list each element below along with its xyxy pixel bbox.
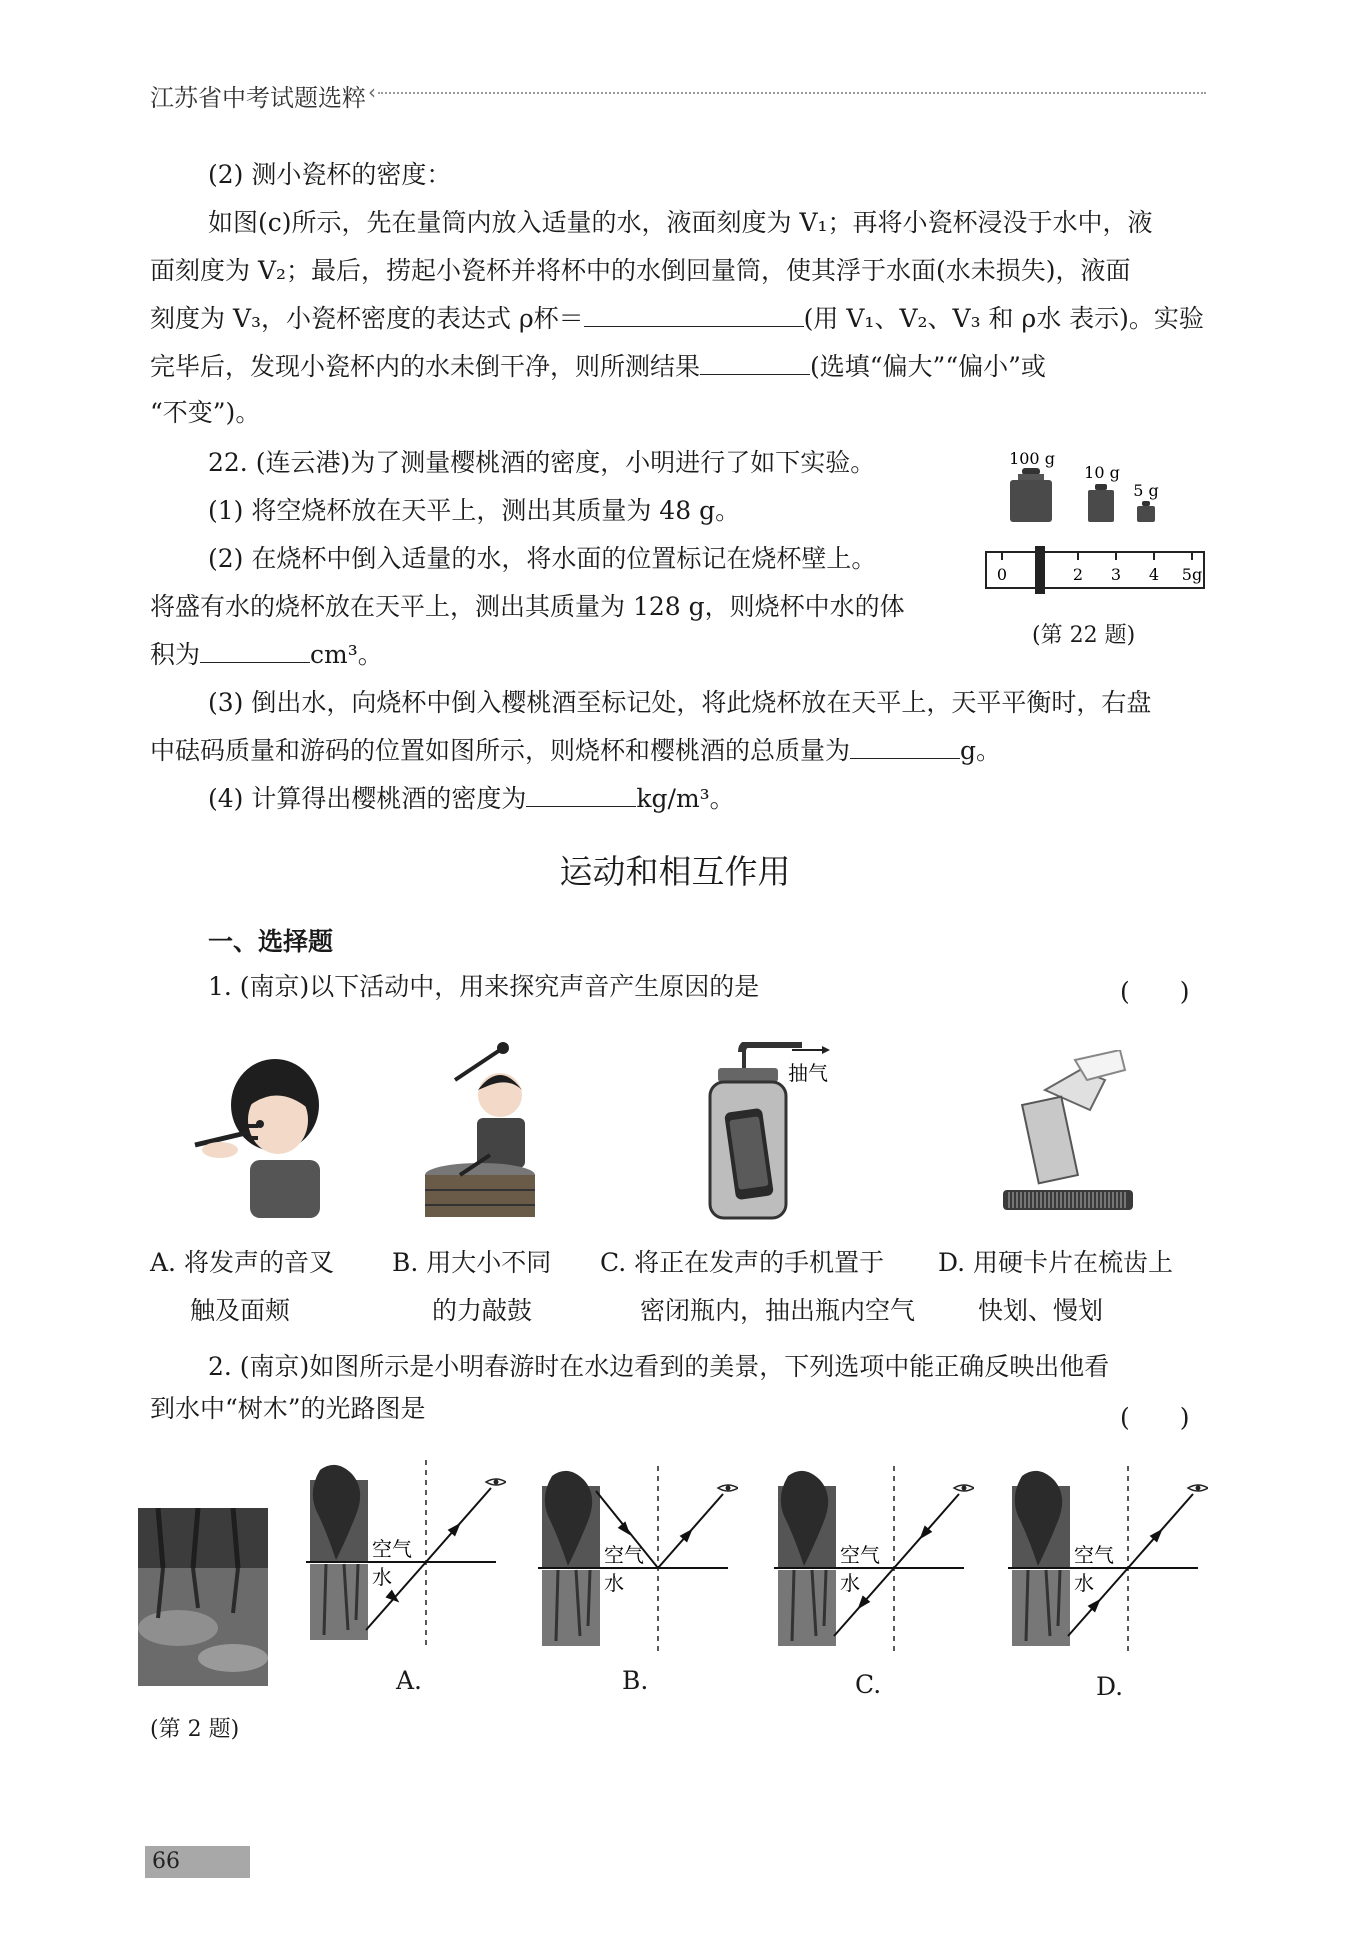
q21-text: 刻度为 V₃，小瓷杯密度的表达式 ρ杯＝ xyxy=(150,304,584,333)
q1-option-d: 快划、慢划 xyxy=(978,1296,1104,1325)
q1-option-c: C. 将正在发声的手机置于 xyxy=(600,1248,885,1277)
q2-option-label-b: B. xyxy=(622,1666,649,1695)
q22-step4 xyxy=(208,782,735,816)
water-label: 水 xyxy=(840,1571,860,1595)
ray-diagram-d xyxy=(1008,1466,1208,1656)
boy-drum-image xyxy=(415,1040,550,1220)
q21-text: (选填“偏大”“偏小”或 xyxy=(810,352,1046,381)
rider-scale xyxy=(986,552,1204,588)
weight-100g-knob xyxy=(1022,468,1040,475)
section-title: 运动和相互作用 xyxy=(559,852,791,891)
scale-tick-label: 4 xyxy=(1148,565,1160,584)
tree-reflection xyxy=(542,1570,600,1646)
q1-option-b: B. 用大小不同 xyxy=(392,1248,552,1277)
water-label: 水 xyxy=(604,1571,624,1595)
q2-option-label-c: C. xyxy=(855,1670,882,1699)
weight-label-5g: 5 g xyxy=(1133,481,1159,500)
q2-answer-paren[interactable]: ( ) xyxy=(1120,1403,1190,1432)
figure-caption-q2: (第 2 题) xyxy=(150,1717,240,1742)
weight-5g-knob xyxy=(1142,501,1150,506)
girl-tuning-fork-image xyxy=(180,1050,340,1220)
q22-step3: (3) 倒出水，向烧杯中倒入樱桃酒至标记处，将此烧杯放在天平上，天平平衡时，右盘 xyxy=(208,688,1152,717)
q22-step2: (2) 在烧杯中倒入适量的水，将水面的位置标记在烧杯壁上。 xyxy=(208,544,877,573)
ray-diagram-b xyxy=(538,1466,738,1656)
weight-label-100g: 100 g xyxy=(1009,449,1055,468)
weight-10g-knob xyxy=(1095,484,1107,490)
scale-tick-label: 2 xyxy=(1072,565,1084,584)
page-number: 66 xyxy=(152,1849,180,1874)
q21-text-line xyxy=(150,302,1204,336)
eye-pupil xyxy=(726,1486,731,1491)
q2-stem: 到水中“树木”的光路图是 xyxy=(150,1394,426,1423)
q21-text-line xyxy=(150,350,1046,384)
air-label: 空气 xyxy=(604,1543,644,1567)
water-label: 水 xyxy=(1074,1571,1094,1595)
eye-pupil xyxy=(962,1486,967,1491)
answer-blank[interactable] xyxy=(584,302,804,327)
q22-intro: 22. (连云港)为了测量樱桃酒的密度，小明进行了如下实验。 xyxy=(208,448,876,477)
eye-pupil xyxy=(494,1480,499,1485)
weight-100g-neck xyxy=(1018,474,1044,480)
q21-text: (用 V₁、V₂、V₃ 和 ρ水 表示)。实验 xyxy=(803,304,1204,333)
q22-step2 xyxy=(150,638,383,672)
q21-part2-heading: (2) 测小瓷杯的密度： xyxy=(208,160,452,189)
weight-label-10g: 10 g xyxy=(1084,463,1120,482)
q22-step3 xyxy=(150,734,1001,768)
q21-text: 完毕后，发现小瓷杯内的水未倒干净，则所测结果 xyxy=(150,352,701,381)
q1-stem: 1. (南京)以下活动中，用来探究声音产生原因的是 xyxy=(208,972,760,1001)
balance-weights-figure xyxy=(980,446,1210,596)
pump-label: 抽气 xyxy=(788,1061,828,1085)
scale-tick-label: 0 xyxy=(996,565,1008,584)
phone-in-jar-image xyxy=(700,1042,860,1222)
answer-blank[interactable] xyxy=(700,350,810,375)
section-subhead: 一、选择题 xyxy=(208,927,334,956)
q1-option-a: 触及面颊 xyxy=(190,1296,291,1325)
ray-diagram-c xyxy=(774,1466,974,1656)
weight-100g xyxy=(1010,480,1052,522)
q2-option-label-d: D. xyxy=(1096,1672,1124,1701)
q1-option-a: A. 将发声的音叉 xyxy=(150,1248,334,1277)
q22-text: 中砝码质量和游码的位置如图所示，则烧杯和樱桃酒的总质量为 xyxy=(150,736,851,765)
scale-tick-label: 5g xyxy=(1181,565,1203,584)
answer-blank[interactable] xyxy=(526,782,636,807)
q22-step1: (1) 将空烧杯放在天平上，测出其质量为 48 g。 xyxy=(208,496,741,525)
q22-text: kg/m³。 xyxy=(636,784,735,813)
answer-blank[interactable] xyxy=(850,734,960,759)
q22-text: g。 xyxy=(960,736,1002,765)
figure-caption-q22: (第 22 题) xyxy=(1032,623,1136,648)
header-dotted-rule xyxy=(378,92,1206,94)
air-label: 空气 xyxy=(840,1543,880,1567)
q2-option-label-a: A. xyxy=(396,1666,423,1695)
q1-option-c: 密闭瓶内，抽出瓶内空气 xyxy=(640,1296,916,1325)
water-label: 水 xyxy=(372,1565,392,1589)
answer-blank[interactable] xyxy=(200,638,310,663)
q22-text: 积为 xyxy=(150,640,201,669)
rider-marker xyxy=(1035,546,1045,594)
q2-stem: 2. (南京)如图所示是小明春游时在水边看到的美景，下列选项中能正确反映出他看 xyxy=(208,1352,1110,1381)
q22-text: cm³。 xyxy=(310,640,383,669)
q22-step2: 将盛有水的烧杯放在天平上，测出其质量为 128 g，则烧杯中水的体 xyxy=(150,592,905,621)
tree-reflection xyxy=(1012,1570,1070,1646)
eye-pupil xyxy=(1196,1486,1201,1491)
weight-5g xyxy=(1137,506,1155,522)
tree-reflection xyxy=(778,1570,836,1646)
running-header: 江苏省中考试题选粹 xyxy=(150,84,366,112)
q1-option-b: 的力敲鼓 xyxy=(432,1296,533,1325)
q1-answer-paren[interactable]: ( ) xyxy=(1120,977,1190,1006)
weight-10g xyxy=(1088,490,1114,522)
header-arrow-icon: ‹ xyxy=(368,80,376,104)
lake-tree-photo xyxy=(138,1508,268,1686)
card-on-comb-image xyxy=(995,1050,1135,1220)
air-label: 空气 xyxy=(372,1537,412,1561)
q22-text: (4) 计算得出樱桃酒的密度为 xyxy=(208,784,527,813)
q1-option-d: D. 用硬卡片在梳齿上 xyxy=(938,1248,1174,1277)
scale-tick-label: 3 xyxy=(1110,565,1122,584)
tree-reflection xyxy=(310,1564,368,1640)
air-label: 空气 xyxy=(1074,1543,1114,1567)
q21-text-line: 面刻度为 V₂；最后，捞起小瓷杯并将杯中的水倒回量筒，使其浮于水面(水未损失)，液面 xyxy=(150,256,1131,285)
q21-text-line: 如图(c)所示，先在量筒内放入适量的水，液面刻度为 V₁；再将小瓷杯浸没于水中，液 xyxy=(208,208,1153,237)
q21-text-line: “不变”)。 xyxy=(150,398,261,427)
ray-diagram-a xyxy=(306,1460,506,1650)
